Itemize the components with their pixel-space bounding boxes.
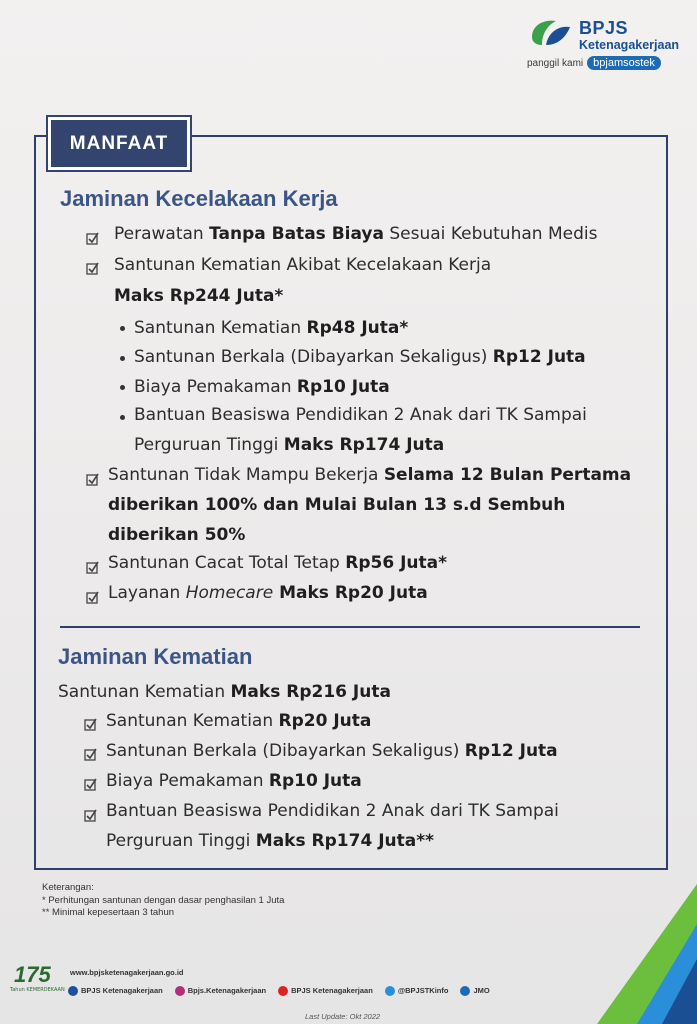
jmo-icon <box>460 986 470 996</box>
corner-decoration <box>537 864 697 1024</box>
footnotes-title: Keterangan: <box>42 882 94 893</box>
section-divider <box>60 626 640 628</box>
check-icon <box>86 232 99 245</box>
check-icon <box>84 809 97 822</box>
instagram-icon <box>175 986 185 996</box>
jkk-sub-2: Santunan Berkala (Dibayarkan Sekaligus) Rp12 Juta <box>134 347 586 367</box>
jkm-item-1: Santunan Kematian Rp20 Juta <box>106 711 372 731</box>
website-link[interactable]: www.bpjsketenagakerjaan.go.id <box>70 968 184 977</box>
jkk-item-2-amount: Maks Rp244 Juta* <box>114 286 284 306</box>
bullet-icon <box>120 356 125 361</box>
social-links <box>68 986 490 996</box>
youtube-link[interactable]: BPJS Ketenagakerjaan <box>278 986 373 996</box>
jkm-item-2: Santunan Berkala (Dibayarkan Sekaligus) Rp12 Juta <box>106 741 558 761</box>
jkm-item-4-line-2: Perguruan Tinggi Maks Rp174 Juta** <box>106 831 434 851</box>
tagline-pill: bpjamsostek <box>587 56 661 70</box>
brand-tagline <box>527 56 661 70</box>
jkk-item-3: Santunan Tidak Mampu Bekerja Selama 12 Bulan Pertama <box>108 465 632 485</box>
footnotes <box>42 882 284 920</box>
jkk-item-1: Perawatan Tanpa Batas Biaya Sesuai Kebutuhan Medis <box>114 224 598 244</box>
footnote-2: ** Minimal kepesertaan 3 tahun <box>42 907 175 918</box>
bpjs-leaf-icon <box>528 15 572 51</box>
check-icon <box>86 473 99 486</box>
twitter-icon <box>385 986 395 996</box>
jkk-sub-3: Biaya Pemakaman Rp10 Juta <box>134 377 390 397</box>
check-icon <box>86 262 99 275</box>
jkk-sub-4-line-1: Bantuan Beasiswa Pendidikan 2 Anak dari TK Sampai <box>134 405 587 425</box>
instagram-link[interactable]: Bpjs.Ketenagakerjaan <box>175 986 266 996</box>
jkk-item-4: Santunan Cacat Total Tetap Rp56 Juta* <box>108 553 448 573</box>
bpjs-logo <box>524 12 684 74</box>
bullet-icon <box>120 385 125 390</box>
twitter-link[interactable]: @BPJSTKinfo <box>385 986 449 996</box>
footnote-1: * Perhitungan santunan dengan dasar penghasilan 1 Juta <box>42 894 285 906</box>
jkk-title: Jaminan Kecelakaan Kerja <box>60 186 338 211</box>
check-icon <box>86 561 99 574</box>
jkm-item-3: Biaya Pemakaman Rp10 Juta <box>106 771 362 791</box>
bullet-icon <box>120 326 125 331</box>
check-icon <box>86 591 99 604</box>
jkk-item-5: Layanan Homecare Maks Rp20 Juta <box>108 583 428 603</box>
last-update: Last Update: Okt 2022 <box>305 1012 381 1021</box>
facebook-link[interactable]: BPJS Ketenagakerjaan <box>68 986 163 996</box>
check-icon <box>84 778 97 791</box>
bullet-icon <box>120 415 125 420</box>
facebook-icon <box>68 986 78 996</box>
anniversary-badge-sub: Tahun KEMERDEKAAN <box>10 987 65 993</box>
youtube-icon <box>278 986 288 996</box>
section-tab: MANFAAT <box>48 117 190 170</box>
tagline-prefix: panggil kami <box>527 57 584 69</box>
jkk-sub-1: Santunan Kematian Rp48 Juta* <box>134 318 409 338</box>
jkk-item-2: Santunan Kematian Akibat Kecelakaan Kerja <box>114 255 492 275</box>
check-icon <box>84 748 97 761</box>
brand-name: BPJS <box>579 18 629 38</box>
jmo-app-link[interactable]: JMO <box>460 986 489 996</box>
check-icon <box>84 718 97 731</box>
jkm-lead: Santunan Kematian Maks Rp216 Juta <box>58 682 391 702</box>
jkk-sub-4-line-2: Perguruan Tinggi Maks Rp174 Juta <box>134 435 445 455</box>
anniversary-badge: 175 <box>14 962 51 987</box>
brand-sub: Ketenagakerjaan <box>579 38 680 52</box>
jkm-title: Jaminan Kematian <box>58 644 253 669</box>
jkk-item-3-line-3: diberikan 50% <box>108 525 246 545</box>
footer <box>8 962 528 1018</box>
jkm-item-4-line-1: Bantuan Beasiswa Pendidikan 2 Anak dari TK Sampai <box>106 801 559 821</box>
jkk-item-3-line-2: diberikan 100% dan Mulai Bulan 13 s.d Sembuh <box>108 495 566 515</box>
